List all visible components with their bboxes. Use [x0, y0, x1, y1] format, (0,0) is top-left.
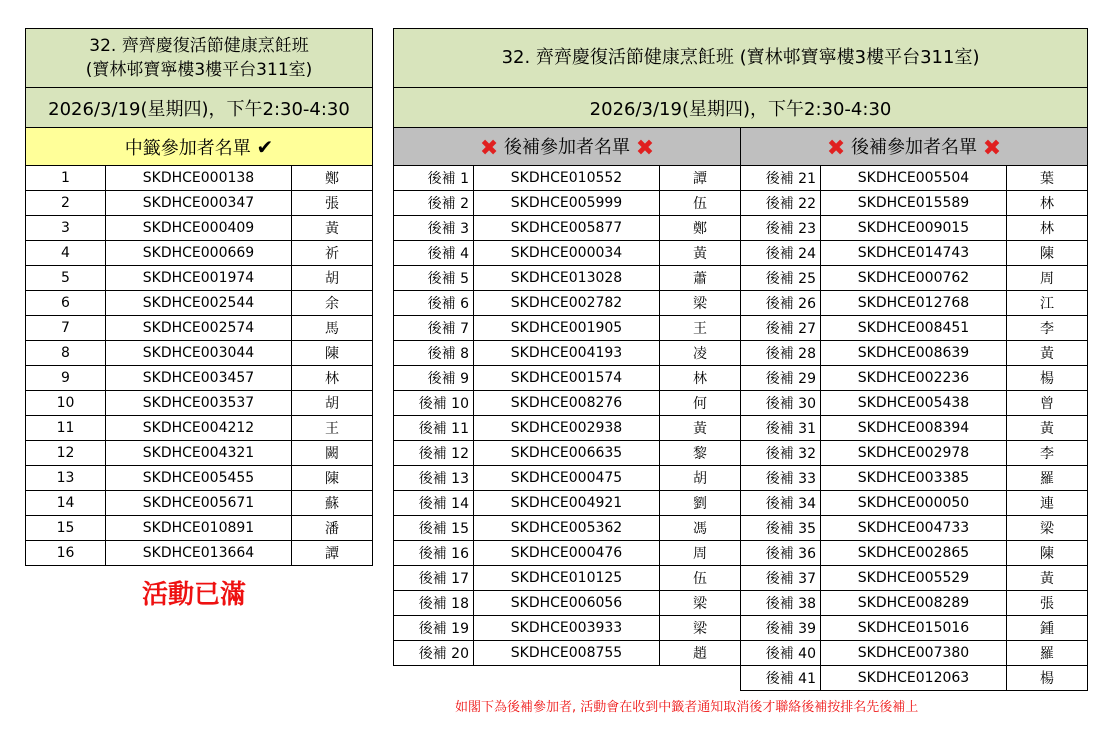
member-code-cell: SKDHCE000347 — [106, 191, 292, 216]
surname-cell: 楊 — [1007, 366, 1088, 391]
rank-cell: 3 — [26, 216, 106, 241]
waitlist-rank-cell: 後補 13 — [394, 466, 474, 491]
selected-participants-table — [25, 28, 373, 566]
waitlist-rank-cell: 後補 40 — [741, 641, 821, 666]
surname-cell: 馮 — [660, 516, 741, 541]
waitlist-rank-cell: 後補 22 — [741, 191, 821, 216]
rank-cell: 9 — [26, 366, 106, 391]
surname-cell: 黃 — [1007, 416, 1088, 441]
table-row — [394, 191, 1088, 216]
member-code-cell: SKDHCE008639 — [821, 341, 1007, 366]
waitlist-rank-cell: 後補 6 — [394, 291, 474, 316]
surname-cell: 梁 — [660, 616, 741, 641]
member-code-cell: SKDHCE005877 — [474, 216, 660, 241]
table-row — [394, 616, 1088, 641]
waitlist-rank-cell: 後補 1 — [394, 166, 474, 191]
surname-cell: 周 — [1007, 266, 1088, 291]
empty-cell — [394, 666, 474, 691]
table-row — [394, 641, 1088, 666]
table-row — [394, 241, 1088, 266]
member-code-cell: SKDHCE000669 — [106, 241, 292, 266]
selected-list-body — [26, 166, 373, 566]
waitlist-rank-cell: 後補 32 — [741, 441, 821, 466]
member-code-cell: SKDHCE004321 — [106, 441, 292, 466]
waitlist-rank-cell: 後補 35 — [741, 516, 821, 541]
activity-full-notice: 活動已滿 — [142, 580, 247, 610]
cross-icon: ✖ — [635, 135, 655, 161]
waitlist-rank-cell: 後補 4 — [394, 241, 474, 266]
surname-cell: 鄭 — [660, 216, 741, 241]
waitlist-rank-cell: 後補 36 — [741, 541, 821, 566]
table-row — [26, 541, 373, 566]
member-code-cell: SKDHCE000475 — [474, 466, 660, 491]
table-row — [26, 416, 373, 441]
waitlist-rank-cell: 後補 14 — [394, 491, 474, 516]
surname-cell: 曾 — [1007, 391, 1088, 416]
member-code-cell: SKDHCE002574 — [106, 316, 292, 341]
surname-cell: 王 — [660, 316, 741, 341]
surname-cell: 羅 — [1007, 641, 1088, 666]
surname-cell: 王 — [292, 416, 373, 441]
surname-cell: 黎 — [660, 441, 741, 466]
member-code-cell: SKDHCE003044 — [106, 341, 292, 366]
member-code-cell: SKDHCE005529 — [821, 566, 1007, 591]
member-code-cell: SKDHCE015016 — [821, 616, 1007, 641]
surname-cell: 伍 — [660, 191, 741, 216]
member-code-cell: SKDHCE013028 — [474, 266, 660, 291]
surname-cell: 闕 — [292, 441, 373, 466]
surname-cell: 黃 — [660, 416, 741, 441]
member-code-cell: SKDHCE007380 — [821, 641, 1007, 666]
waitlist-event-title: 32. 齊齊慶復活節健康烹飪班 (寶林邨寶寧樓3樓平台311室) — [394, 29, 1088, 88]
table-row — [394, 516, 1088, 541]
waitlist-rank-cell: 後補 34 — [741, 491, 821, 516]
surname-cell: 祈 — [292, 241, 373, 266]
rank-cell: 14 — [26, 491, 106, 516]
cross-icon: ✖ — [479, 135, 499, 161]
table-row — [394, 666, 1088, 691]
waitlist-rank-cell: 後補 28 — [741, 341, 821, 366]
surname-cell: 羅 — [1007, 466, 1088, 491]
waitlist-rank-cell: 後補 8 — [394, 341, 474, 366]
table-row — [394, 341, 1088, 366]
rank-cell: 13 — [26, 466, 106, 491]
table-row — [394, 316, 1088, 341]
surname-cell: 梁 — [660, 591, 741, 616]
rank-cell: 15 — [26, 516, 106, 541]
table-row — [26, 216, 373, 241]
waitlist-header-label: 後補參加者名單 — [851, 136, 978, 158]
table-row — [394, 491, 1088, 516]
surname-cell: 伍 — [660, 566, 741, 591]
member-code-cell: SKDHCE008276 — [474, 391, 660, 416]
table-row — [26, 491, 373, 516]
member-code-cell: SKDHCE008451 — [821, 316, 1007, 341]
member-code-cell: SKDHCE003933 — [474, 616, 660, 641]
event-title — [26, 29, 373, 88]
table-row — [26, 291, 373, 316]
surname-cell: 鍾 — [1007, 616, 1088, 641]
member-code-cell: SKDHCE008289 — [821, 591, 1007, 616]
surname-cell: 李 — [1007, 441, 1088, 466]
waitlist-rank-cell: 後補 33 — [741, 466, 821, 491]
surname-cell: 譚 — [292, 541, 373, 566]
table-row — [26, 391, 373, 416]
waitlist-body — [394, 166, 1088, 691]
surname-cell: 陳 — [1007, 241, 1088, 266]
surname-cell: 張 — [292, 191, 373, 216]
surname-cell: 鄭 — [292, 166, 373, 191]
table-row — [394, 166, 1088, 191]
surname-cell: 林 — [1007, 216, 1088, 241]
member-code-cell: SKDHCE000034 — [474, 241, 660, 266]
waitlist-rank-cell: 後補 23 — [741, 216, 821, 241]
member-code-cell: SKDHCE002978 — [821, 441, 1007, 466]
rank-cell: 4 — [26, 241, 106, 266]
member-code-cell: SKDHCE012063 — [821, 666, 1007, 691]
waitlist-table — [393, 28, 1088, 691]
waitlist-header-label: 後補參加者名單 — [504, 136, 630, 158]
surname-cell: 張 — [1007, 591, 1088, 616]
member-code-cell: SKDHCE002938 — [474, 416, 660, 441]
member-code-cell: SKDHCE010891 — [106, 516, 292, 541]
waitlist-rank-cell: 後補 11 — [394, 416, 474, 441]
member-code-cell: SKDHCE009015 — [821, 216, 1007, 241]
member-code-cell: SKDHCE002782 — [474, 291, 660, 316]
table-row — [26, 241, 373, 266]
member-code-cell: SKDHCE013664 — [106, 541, 292, 566]
member-code-cell: SKDHCE001974 — [106, 266, 292, 291]
waitlist-rank-cell: 後補 39 — [741, 616, 821, 641]
surname-cell: 余 — [292, 291, 373, 316]
surname-cell: 潘 — [292, 516, 373, 541]
empty-cell — [660, 666, 741, 691]
waitlist-rank-cell: 後補 20 — [394, 641, 474, 666]
member-code-cell: SKDHCE002236 — [821, 366, 1007, 391]
surname-cell: 胡 — [292, 391, 373, 416]
waitlist-rank-cell: 後補 18 — [394, 591, 474, 616]
table-row — [26, 316, 373, 341]
table-row — [394, 441, 1088, 466]
member-code-cell: SKDHCE010552 — [474, 166, 660, 191]
waitlist-rank-cell: 後補 16 — [394, 541, 474, 566]
rank-cell: 1 — [26, 166, 106, 191]
rank-cell: 5 — [26, 266, 106, 291]
empty-cell — [474, 666, 660, 691]
table-row — [394, 416, 1088, 441]
waitlist-rank-cell: 後補 15 — [394, 516, 474, 541]
surname-cell: 梁 — [1007, 516, 1088, 541]
waitlist-rank-cell: 後補 10 — [394, 391, 474, 416]
member-code-cell: SKDHCE005671 — [106, 491, 292, 516]
waitlist-rank-cell: 後補 38 — [741, 591, 821, 616]
member-code-cell: SKDHCE000476 — [474, 541, 660, 566]
waitlist-rank-cell: 後補 5 — [394, 266, 474, 291]
waitlist-header-right — [741, 128, 1088, 166]
surname-cell: 李 — [1007, 316, 1088, 341]
waitlist-rank-cell: 後補 37 — [741, 566, 821, 591]
table-row — [394, 266, 1088, 291]
surname-cell: 趙 — [660, 641, 741, 666]
waitlist-rank-cell: 後補 29 — [741, 366, 821, 391]
table-row — [394, 591, 1088, 616]
surname-cell: 林 — [1007, 191, 1088, 216]
member-code-cell: SKDHCE006056 — [474, 591, 660, 616]
rank-cell: 6 — [26, 291, 106, 316]
waitlist-event-datetime: 2026/3/19(星期四)，下午2:30-4:30 — [394, 88, 1088, 128]
table-row — [394, 216, 1088, 241]
surname-cell: 劉 — [660, 491, 741, 516]
surname-cell: 楊 — [1007, 666, 1088, 691]
rank-cell: 12 — [26, 441, 106, 466]
member-code-cell: SKDHCE004733 — [821, 516, 1007, 541]
surname-cell: 林 — [660, 366, 741, 391]
member-code-cell: SKDHCE012768 — [821, 291, 1007, 316]
table-row — [26, 441, 373, 466]
table-row — [26, 466, 373, 491]
member-code-cell: SKDHCE005438 — [821, 391, 1007, 416]
surname-cell: 陳 — [292, 466, 373, 491]
member-code-cell: SKDHCE006635 — [474, 441, 660, 466]
member-code-cell: SKDHCE008755 — [474, 641, 660, 666]
member-code-cell: SKDHCE001574 — [474, 366, 660, 391]
waitlist-header-left — [394, 128, 741, 166]
surname-cell: 譚 — [660, 166, 741, 191]
member-code-cell: SKDHCE004193 — [474, 341, 660, 366]
member-code-cell: SKDHCE015589 — [821, 191, 1007, 216]
waitlist-rank-cell: 後補 26 — [741, 291, 821, 316]
table-row — [26, 341, 373, 366]
member-code-cell: SKDHCE010125 — [474, 566, 660, 591]
surname-cell: 黃 — [1007, 341, 1088, 366]
check-icon: ✔ — [256, 134, 274, 159]
surname-cell: 蘇 — [292, 491, 373, 516]
surname-cell: 馬 — [292, 316, 373, 341]
selected-list-header — [26, 128, 373, 166]
surname-cell: 陳 — [1007, 541, 1088, 566]
waitlist-rank-cell: 後補 30 — [741, 391, 821, 416]
rank-cell: 2 — [26, 191, 106, 216]
member-code-cell: SKDHCE008394 — [821, 416, 1007, 441]
table-row — [394, 466, 1088, 491]
cross-icon: ✖ — [826, 135, 846, 161]
table-row — [26, 266, 373, 291]
surname-cell: 葉 — [1007, 166, 1088, 191]
table-row — [26, 516, 373, 541]
rank-cell: 16 — [26, 541, 106, 566]
surname-cell: 林 — [292, 366, 373, 391]
surname-cell: 凌 — [660, 341, 741, 366]
waitlist-rank-cell: 後補 9 — [394, 366, 474, 391]
member-code-cell: SKDHCE000762 — [821, 266, 1007, 291]
table-row — [26, 366, 373, 391]
surname-cell: 梁 — [660, 291, 741, 316]
surname-cell: 江 — [1007, 291, 1088, 316]
table-row — [26, 166, 373, 191]
waitlist-rank-cell: 後補 41 — [741, 666, 821, 691]
surname-cell: 何 — [660, 391, 741, 416]
waitlist-rank-cell: 後補 3 — [394, 216, 474, 241]
table-row — [26, 191, 373, 216]
waitlist-rank-cell: 後補 25 — [741, 266, 821, 291]
table-row — [394, 291, 1088, 316]
waitlist-rank-cell: 後補 7 — [394, 316, 474, 341]
waitlist-rank-cell: 後補 21 — [741, 166, 821, 191]
member-code-cell: SKDHCE005362 — [474, 516, 660, 541]
member-code-cell: SKDHCE002544 — [106, 291, 292, 316]
rank-cell: 11 — [26, 416, 106, 441]
rank-cell: 10 — [26, 391, 106, 416]
member-code-cell: SKDHCE001905 — [474, 316, 660, 341]
member-code-cell: SKDHCE014743 — [821, 241, 1007, 266]
member-code-cell: SKDHCE004921 — [474, 491, 660, 516]
waitlist-rank-cell: 後補 31 — [741, 416, 821, 441]
member-code-cell: SKDHCE005504 — [821, 166, 1007, 191]
surname-cell: 黃 — [292, 216, 373, 241]
surname-cell: 胡 — [660, 466, 741, 491]
rank-cell: 7 — [26, 316, 106, 341]
table-row — [394, 391, 1088, 416]
waitlist-footnote: 如閣下為後補參加者, 活動會在收到中籤者通知取消後才聯絡後補按排名先後補上 — [455, 700, 919, 715]
surname-cell: 胡 — [292, 266, 373, 291]
waitlist-rank-cell: 後補 2 — [394, 191, 474, 216]
event-title-line2: (寶林邨寶寧樓3樓平台311室) — [85, 60, 313, 80]
surname-cell: 蕭 — [660, 266, 741, 291]
member-code-cell: SKDHCE004212 — [106, 416, 292, 441]
table-row — [394, 541, 1088, 566]
surname-cell: 連 — [1007, 491, 1088, 516]
selected-list-header-label: 中籤參加者名單 — [124, 137, 251, 159]
waitlist-rank-cell: 後補 24 — [741, 241, 821, 266]
surname-cell: 黃 — [1007, 566, 1088, 591]
waitlist-rank-cell: 後補 27 — [741, 316, 821, 341]
surname-cell: 周 — [660, 541, 741, 566]
member-code-cell: SKDHCE003537 — [106, 391, 292, 416]
member-code-cell: SKDHCE005999 — [474, 191, 660, 216]
member-code-cell: SKDHCE003385 — [821, 466, 1007, 491]
cross-icon: ✖ — [982, 135, 1002, 161]
waitlist-rank-cell: 後補 12 — [394, 441, 474, 466]
member-code-cell: SKDHCE005455 — [106, 466, 292, 491]
waitlist-rank-cell: 後補 17 — [394, 566, 474, 591]
member-code-cell: SKDHCE000138 — [106, 166, 292, 191]
member-code-cell: SKDHCE003457 — [106, 366, 292, 391]
event-title-line1: 32. 齊齊慶復活節健康烹飪班 — [89, 36, 309, 56]
event-datetime: 2026/3/19(星期四)，下午2:30-4:30 — [26, 88, 373, 128]
table-row — [394, 566, 1088, 591]
surname-cell: 陳 — [292, 341, 373, 366]
rank-cell: 8 — [26, 341, 106, 366]
member-code-cell: SKDHCE000050 — [821, 491, 1007, 516]
waitlist-rank-cell: 後補 19 — [394, 616, 474, 641]
table-row — [394, 366, 1088, 391]
member-code-cell: SKDHCE000409 — [106, 216, 292, 241]
member-code-cell: SKDHCE002865 — [821, 541, 1007, 566]
surname-cell: 黃 — [660, 241, 741, 266]
